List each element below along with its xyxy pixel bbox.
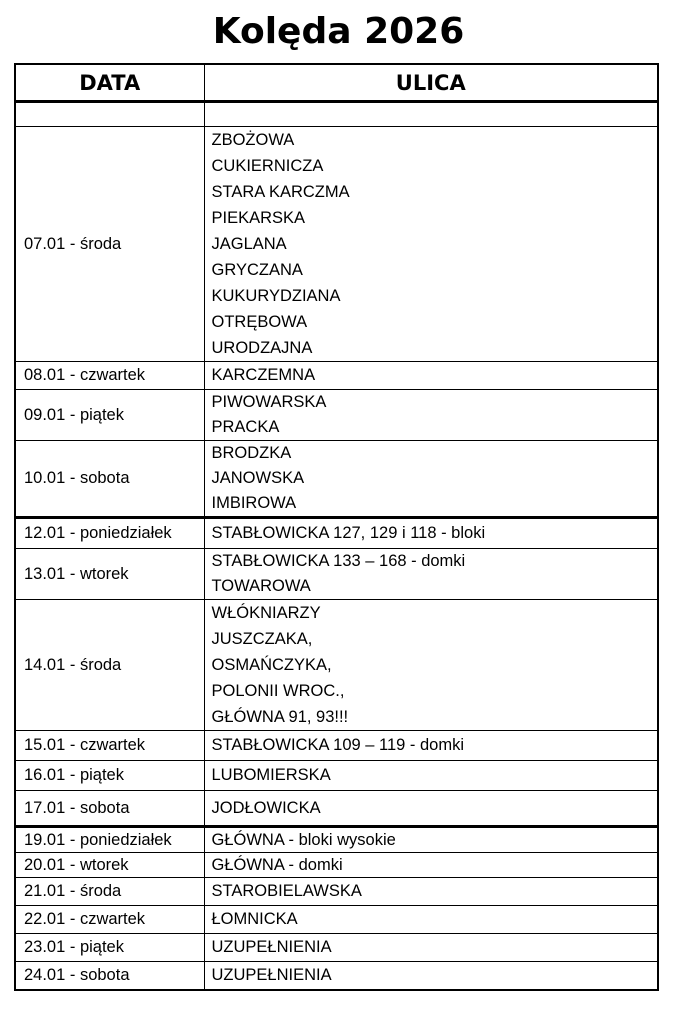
street-name: JODŁOWICKA <box>211 798 321 817</box>
date-cell: 13.01 - wtorek <box>15 549 204 600</box>
street-name: PIWOWARSKA <box>211 393 327 411</box>
street-name: GRYCZANA <box>211 261 303 279</box>
page-title: Kolęda 2026 <box>212 11 465 52</box>
table-row <box>15 731 658 761</box>
street-name: URODZAJNA <box>211 339 313 357</box>
street-name: GŁÓWNA 91, 93!!! <box>211 708 349 726</box>
street-column-header: ULICA <box>204 64 658 102</box>
date-cell: 21.01 - środa <box>15 878 204 906</box>
table-row <box>15 362 658 390</box>
table-row <box>15 827 658 853</box>
streets-cell <box>204 127 658 362</box>
header-row <box>15 64 658 102</box>
table-row <box>15 791 658 827</box>
date-cell: 14.01 - środa <box>15 600 204 731</box>
streets-cell <box>204 962 658 991</box>
streets-cell <box>204 934 658 962</box>
street-name: BRODZKA <box>211 444 292 462</box>
street-name: TOWAROWA <box>211 577 311 595</box>
date-cell: 12.01 - poniedziałek <box>15 518 204 549</box>
streets-cell <box>204 827 658 853</box>
empty-date-cell <box>15 102 204 127</box>
date-column-header: DATA <box>15 64 204 102</box>
date-cell: 19.01 - poniedziałek <box>15 827 204 853</box>
street-name: OSMAŃCZYKA, <box>211 656 332 674</box>
empty-row <box>15 102 658 127</box>
table-row <box>15 761 658 791</box>
table-row <box>15 906 658 934</box>
table-row <box>15 853 658 878</box>
street-name: ZBOŻOWA <box>211 131 295 149</box>
street-name: UZUPEŁNIENIA <box>211 966 332 984</box>
street-name: PRACKA <box>211 418 280 436</box>
street-name: GŁÓWNA - bloki wysokie <box>211 830 396 849</box>
street-name: POLONII WROC., <box>211 682 345 700</box>
street-name: JAGLANA <box>211 235 287 253</box>
street-name: PIEKARSKA <box>211 209 306 227</box>
date-cell: 09.01 - piątek <box>15 390 204 441</box>
streets-cell <box>204 549 658 600</box>
streets-cell <box>204 518 658 549</box>
street-name: JUSZCZAKA, <box>211 630 313 648</box>
streets-cell <box>204 600 658 731</box>
date-cell: 08.01 - czwartek <box>15 362 204 390</box>
street-name: STARA KARCZMA <box>211 183 350 201</box>
street-name: KARCZEMNA <box>211 366 316 384</box>
streets-cell <box>204 362 658 390</box>
table-row <box>15 878 658 906</box>
street-name: UZUPEŁNIENIA <box>211 938 332 956</box>
table-row <box>15 962 658 991</box>
street-name: STABŁOWICKA 133 – 168 - domki <box>211 552 466 570</box>
streets-cell <box>204 390 658 441</box>
street-name: OTRĘBOWA <box>211 313 308 331</box>
table-row <box>15 549 658 600</box>
streets-cell <box>204 853 658 878</box>
date-cell: 15.01 - czwartek <box>15 731 204 761</box>
table-row <box>15 127 658 362</box>
date-cell: 10.01 - sobota <box>15 441 204 518</box>
streets-cell <box>204 731 658 761</box>
date-cell: 23.01 - piątek <box>15 934 204 962</box>
table-row <box>15 518 658 549</box>
date-cell: 16.01 - piątek <box>15 761 204 791</box>
street-name: STAROBIELAWSKA <box>211 882 362 900</box>
streets-cell <box>204 441 658 518</box>
streets-cell <box>204 791 658 827</box>
street-name: ŁOMNICKA <box>211 910 298 928</box>
empty-street-cell <box>204 102 658 127</box>
street-name: STABŁOWICKA 127, 129 i 118 - bloki <box>211 524 486 542</box>
table-row <box>15 600 658 731</box>
streets-cell <box>204 906 658 934</box>
street-name: STABŁOWICKA 109 – 119 - domki <box>211 736 464 754</box>
date-cell: 22.01 - czwartek <box>15 906 204 934</box>
street-name: KUKURYDZIANA <box>211 287 341 305</box>
street-name: IMBIROWA <box>211 494 297 512</box>
streets-cell <box>204 761 658 791</box>
date-cell: 24.01 - sobota <box>15 962 204 991</box>
date-cell: 17.01 - sobota <box>15 791 204 827</box>
streets-cell <box>204 878 658 906</box>
date-cell: 07.01 - środa <box>15 127 204 362</box>
street-name: JANOWSKA <box>211 469 305 487</box>
street-name: WŁÓKNIARZY <box>211 604 321 622</box>
schedule-table <box>14 63 659 991</box>
street-name: LUBOMIERSKA <box>211 766 331 784</box>
table-row <box>15 934 658 962</box>
street-name: CUKIERNICZA <box>211 157 324 175</box>
table-row <box>15 441 658 518</box>
table-row <box>15 390 658 441</box>
street-name: GŁÓWNA - domki <box>211 855 343 874</box>
date-cell: 20.01 - wtorek <box>15 853 204 878</box>
